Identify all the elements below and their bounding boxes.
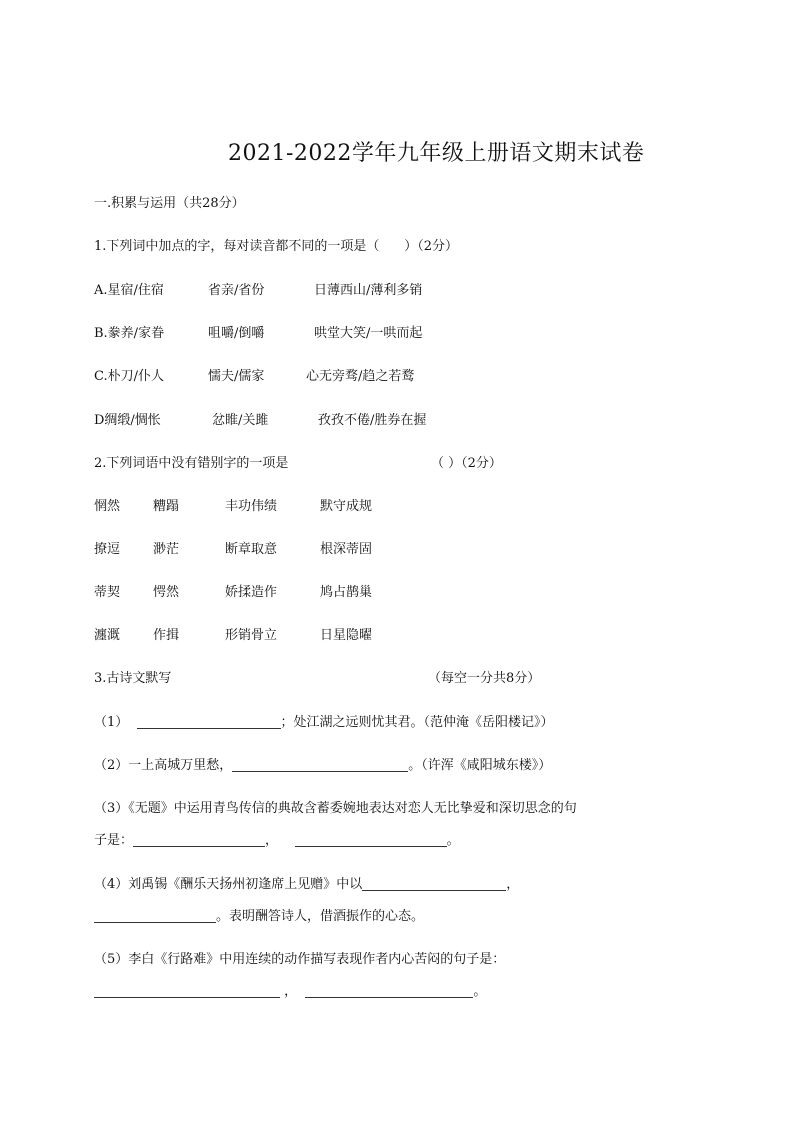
item-text: 子是： — [94, 833, 134, 848]
word: 惘然 — [94, 499, 121, 514]
option-a-pair-2: 省亲/省份 — [208, 283, 265, 298]
dictation-item-5-line1: （5）李白《行路难》中用连续的动作描写表现作者内心苦闷的句子是： — [94, 952, 506, 967]
dictation-item-3-line1: （3）《无题》中运用青鸟传信的典故含蓄委婉地表达对恋人无比挚爱和深切思念的句 — [94, 801, 577, 816]
word: 鸠占鹊巢 — [320, 585, 373, 600]
dictation-item-1 — [94, 711, 554, 730]
question-1-stem: 1.下列词中加点的字，每对读音都不同的一项是（ ）（2分） — [94, 239, 458, 254]
answer-blank[interactable] — [94, 983, 280, 998]
terminator: 。 — [446, 833, 460, 848]
dictation-item-4-line1 — [94, 873, 519, 892]
option-a-pair-3: 日薄西山/薄利多销 — [314, 283, 423, 298]
option-d-pair-1: D绸缎/惆怅 — [94, 413, 161, 428]
exam-title: 2021-2022学年九年级上册语文期末试卷 — [228, 141, 645, 166]
dictation-item-2 — [94, 754, 551, 773]
dictation-item-4-line2 — [94, 905, 424, 924]
word: 蒂契 — [94, 585, 121, 600]
word: 瀍溉 — [94, 628, 121, 643]
answer-blank[interactable] — [305, 983, 473, 998]
word: 作揖 — [153, 628, 180, 643]
item-text: 。（许浑《咸阳城东楼》） — [408, 758, 552, 773]
word: 形销骨立 — [225, 628, 278, 643]
word: 渺茫 — [153, 542, 180, 557]
terminator: 。 — [473, 984, 487, 999]
option-d-pair-2: 忿睢/关雎 — [212, 413, 269, 428]
question-3-score: （每空一分共8分） — [428, 671, 541, 686]
option-d-pair-3: 孜孜不倦/胜券在握 — [318, 413, 427, 428]
word: 丰功伟绩 — [225, 499, 278, 514]
word: 根深蒂固 — [320, 542, 373, 557]
answer-blank[interactable] — [137, 714, 281, 729]
word: 愕然 — [153, 585, 180, 600]
word: 断章取意 — [225, 542, 278, 557]
answer-blank[interactable] — [232, 757, 408, 772]
item-text: 。表明酬答诗人，借酒振作的心态。 — [216, 909, 425, 924]
answer-blank[interactable] — [295, 832, 447, 847]
option-a-pair-1: A.星宿/住宿 — [94, 283, 164, 298]
answer-blank[interactable] — [94, 908, 216, 923]
option-b-pair-3: 哄堂大笑/一哄而起 — [314, 326, 423, 341]
answer-blank[interactable] — [133, 832, 265, 847]
question-2-stem: 2.下列词语中没有错别字的一项是 — [94, 456, 289, 471]
section-heading: 一.积累与运用（共28分） — [94, 196, 245, 211]
item-number: （1） — [94, 715, 129, 730]
option-c-pair-3: 心无旁骛/趋之若鹜 — [306, 369, 415, 384]
answer-blank[interactable] — [362, 876, 506, 891]
dictation-item-5-line2 — [94, 980, 486, 999]
word: 撩逗 — [94, 542, 121, 557]
option-c-pair-2: 懦夫/儒家 — [208, 369, 265, 384]
option-b-pair-2: 咀嚼/倒嚼 — [208, 326, 265, 341]
question-2-score: （ ）（2分） — [431, 456, 502, 471]
question-3-stem: 3.古诗文默写 — [94, 671, 172, 686]
word: 日星隐曜 — [320, 628, 373, 643]
item-text: ；处江湖之远则忧其君。（范仲淹《岳阳楼记》） — [280, 715, 554, 730]
word: 默守成规 — [320, 499, 373, 514]
option-b-pair-1: B.豢养/家眷 — [94, 326, 165, 341]
separator: ， — [265, 833, 279, 848]
item-text: （2）一上高城万里愁， — [94, 758, 233, 773]
separator: ， — [284, 984, 298, 999]
item-text: （4）刘禹锡《酬乐天扬州初逢席上见赠》中以 — [94, 877, 363, 892]
separator: ， — [506, 877, 520, 892]
dictation-item-3-line2 — [94, 829, 460, 848]
word: 娇揉造作 — [225, 585, 278, 600]
word: 糟蹋 — [153, 499, 180, 514]
option-c-pair-1: C.朴刀/仆人 — [94, 369, 164, 384]
